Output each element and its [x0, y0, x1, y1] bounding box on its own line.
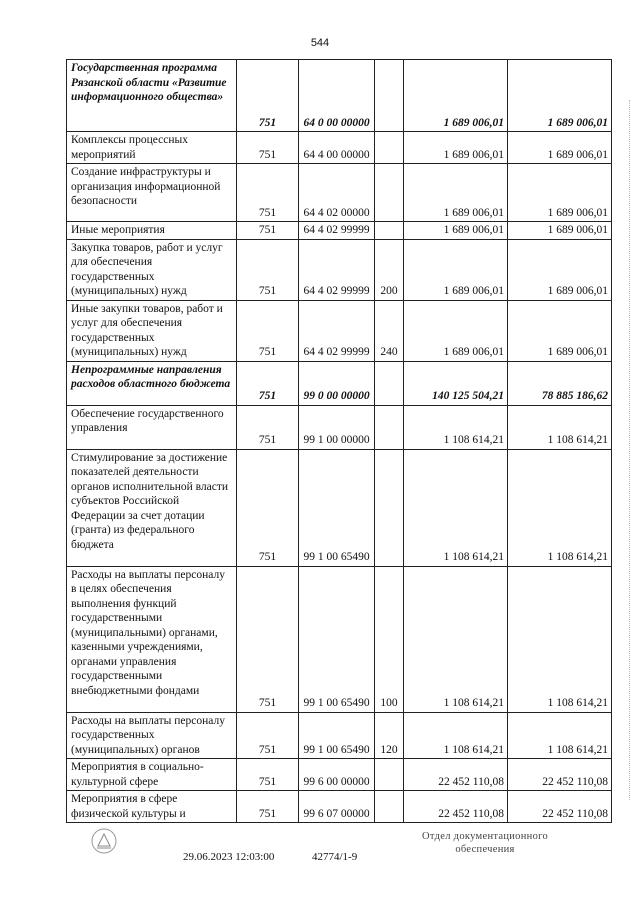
row-sum1-cell: 1 689 006,01	[404, 164, 508, 222]
table-row	[67, 759, 612, 791]
row-vr-cell	[375, 132, 404, 164]
row-sum1-cell: 1 689 006,01	[404, 300, 508, 361]
row-sum2-cell: 1 108 614,21	[508, 566, 612, 712]
row-csr-cell: 99 0 00 00000	[299, 361, 375, 405]
row-gr-cell: 751	[237, 361, 299, 405]
row-name-cell: Государственная программа Рязанской области «Развитие информационного общества»	[67, 60, 237, 132]
row-sum2-cell: 1 689 006,01	[508, 60, 612, 132]
row-name-cell: Иные мероприятия	[67, 222, 237, 240]
stamp-line-1: Отдел документационного	[421, 831, 549, 842]
row-vr-cell: 200	[375, 239, 404, 300]
row-vr-cell	[375, 361, 404, 405]
row-gr-cell: 751	[237, 791, 299, 823]
page-number: 544	[310, 37, 330, 49]
margin-line	[629, 100, 634, 800]
row-name-cell: Расходы на выплаты персоналу в целях обеспечения выполнения функций государственными (муниципальными) органами, казенными учреждениями, органами управления государственными внебюджетными фондами	[67, 566, 237, 712]
row-csr-cell: 99 6 00 00000	[299, 759, 375, 791]
table-row	[67, 405, 612, 449]
row-csr-cell: 64 4 02 99999	[299, 222, 375, 240]
emblem-seal	[89, 826, 119, 856]
row-sum1-cell: 1 108 614,21	[404, 566, 508, 712]
row-vr-cell	[375, 759, 404, 791]
row-sum2-cell: 22 452 110,08	[508, 791, 612, 823]
row-vr-cell	[375, 164, 404, 222]
budget-table	[66, 59, 612, 823]
row-name-cell: Расходы на выплаты персоналу государственных (муниципальных) органов	[67, 712, 237, 759]
table-row	[67, 449, 612, 566]
table-row	[67, 222, 612, 240]
row-vr-cell	[375, 405, 404, 449]
row-sum2-cell: 1 689 006,01	[508, 132, 612, 164]
row-gr-cell: 751	[237, 300, 299, 361]
row-vr-cell	[375, 449, 404, 566]
row-name-cell: Иные закупки товаров, работ и услуг для обеспечения государственных (муниципальных) нужд	[67, 300, 237, 361]
row-csr-cell: 99 1 00 65490	[299, 449, 375, 566]
row-vr-cell: 120	[375, 712, 404, 759]
row-sum1-cell: 140 125 504,21	[404, 361, 508, 405]
row-sum2-cell: 78 885 186,62	[508, 361, 612, 405]
stamp-line-2: обеспечения	[455, 844, 515, 855]
table-row	[67, 361, 612, 405]
department-stamp	[400, 830, 570, 856]
row-sum1-cell: 1 689 006,01	[404, 239, 508, 300]
row-csr-cell: 99 6 07 00000	[299, 791, 375, 823]
row-vr-cell: 100	[375, 566, 404, 712]
row-csr-cell: 99 1 00 65490	[299, 566, 375, 712]
row-sum2-cell: 1 689 006,01	[508, 300, 612, 361]
row-csr-cell: 64 4 00 00000	[299, 132, 375, 164]
row-gr-cell: 751	[237, 60, 299, 132]
row-gr-cell: 751	[237, 222, 299, 240]
row-csr-cell: 64 4 02 99999	[299, 239, 375, 300]
row-gr-cell: 751	[237, 449, 299, 566]
row-gr-cell: 751	[237, 405, 299, 449]
row-name-cell: Создание инфраструктуры и организация информационной безопасности	[67, 164, 237, 222]
row-csr-cell: 99 1 00 65490	[299, 712, 375, 759]
row-csr-cell: 64 4 02 00000	[299, 164, 375, 222]
row-sum1-cell: 22 452 110,08	[404, 791, 508, 823]
row-sum1-cell: 1 689 006,01	[404, 132, 508, 164]
table-row	[67, 791, 612, 823]
footer-date: 29.06.2023 12:03:00	[183, 851, 275, 863]
row-name-cell: Обеспечение государственного управления	[67, 405, 237, 449]
table-row	[67, 566, 612, 712]
row-name-cell: Комплексы процессных мероприятий	[67, 132, 237, 164]
row-vr-cell	[375, 222, 404, 240]
row-name-cell: Мероприятия в сфере физической культуры и	[67, 791, 237, 823]
row-sum2-cell: 22 452 110,08	[508, 759, 612, 791]
footer-doc-number: 42774/1-9	[312, 851, 358, 863]
row-gr-cell: 751	[237, 712, 299, 759]
row-gr-cell: 751	[237, 759, 299, 791]
row-sum2-cell: 1 689 006,01	[508, 164, 612, 222]
row-sum2-cell: 1 108 614,21	[508, 405, 612, 449]
table-row	[67, 712, 612, 759]
table-row	[67, 132, 612, 164]
row-sum2-cell: 1 108 614,21	[508, 712, 612, 759]
row-sum2-cell: 1 108 614,21	[508, 449, 612, 566]
table-row	[67, 164, 612, 222]
row-gr-cell: 751	[237, 566, 299, 712]
table-row	[67, 239, 612, 300]
row-vr-cell: 240	[375, 300, 404, 361]
row-sum1-cell: 1 108 614,21	[404, 449, 508, 566]
row-gr-cell: 751	[237, 132, 299, 164]
row-name-cell: Закупка товаров, работ и услуг для обеспечения государственных (муниципальных) нужд	[67, 239, 237, 300]
row-vr-cell	[375, 60, 404, 132]
row-sum1-cell: 22 452 110,08	[404, 759, 508, 791]
row-csr-cell: 64 0 00 00000	[299, 60, 375, 132]
row-vr-cell	[375, 791, 404, 823]
row-sum2-cell: 1 689 006,01	[508, 222, 612, 240]
table-row	[67, 60, 612, 132]
row-sum1-cell: 1 108 614,21	[404, 712, 508, 759]
row-csr-cell: 99 1 00 00000	[299, 405, 375, 449]
row-gr-cell: 751	[237, 239, 299, 300]
row-sum1-cell: 1 689 006,01	[404, 60, 508, 132]
table-row	[67, 300, 612, 361]
row-sum1-cell: 1 689 006,01	[404, 222, 508, 240]
row-sum2-cell: 1 689 006,01	[508, 239, 612, 300]
row-name-cell: Мероприятия в социально-культурной сфере	[67, 759, 237, 791]
row-csr-cell: 64 4 02 99999	[299, 300, 375, 361]
row-name-cell: Непрограммные направления расходов областного бюджета	[67, 361, 237, 405]
row-gr-cell: 751	[237, 164, 299, 222]
row-name-cell: Стимулирование за достижение показателей деятельности органов исполнительной власти субъектов Российской Федерации за счет дотации (гранта) из федерального бюджета	[67, 449, 237, 566]
row-sum1-cell: 1 108 614,21	[404, 405, 508, 449]
